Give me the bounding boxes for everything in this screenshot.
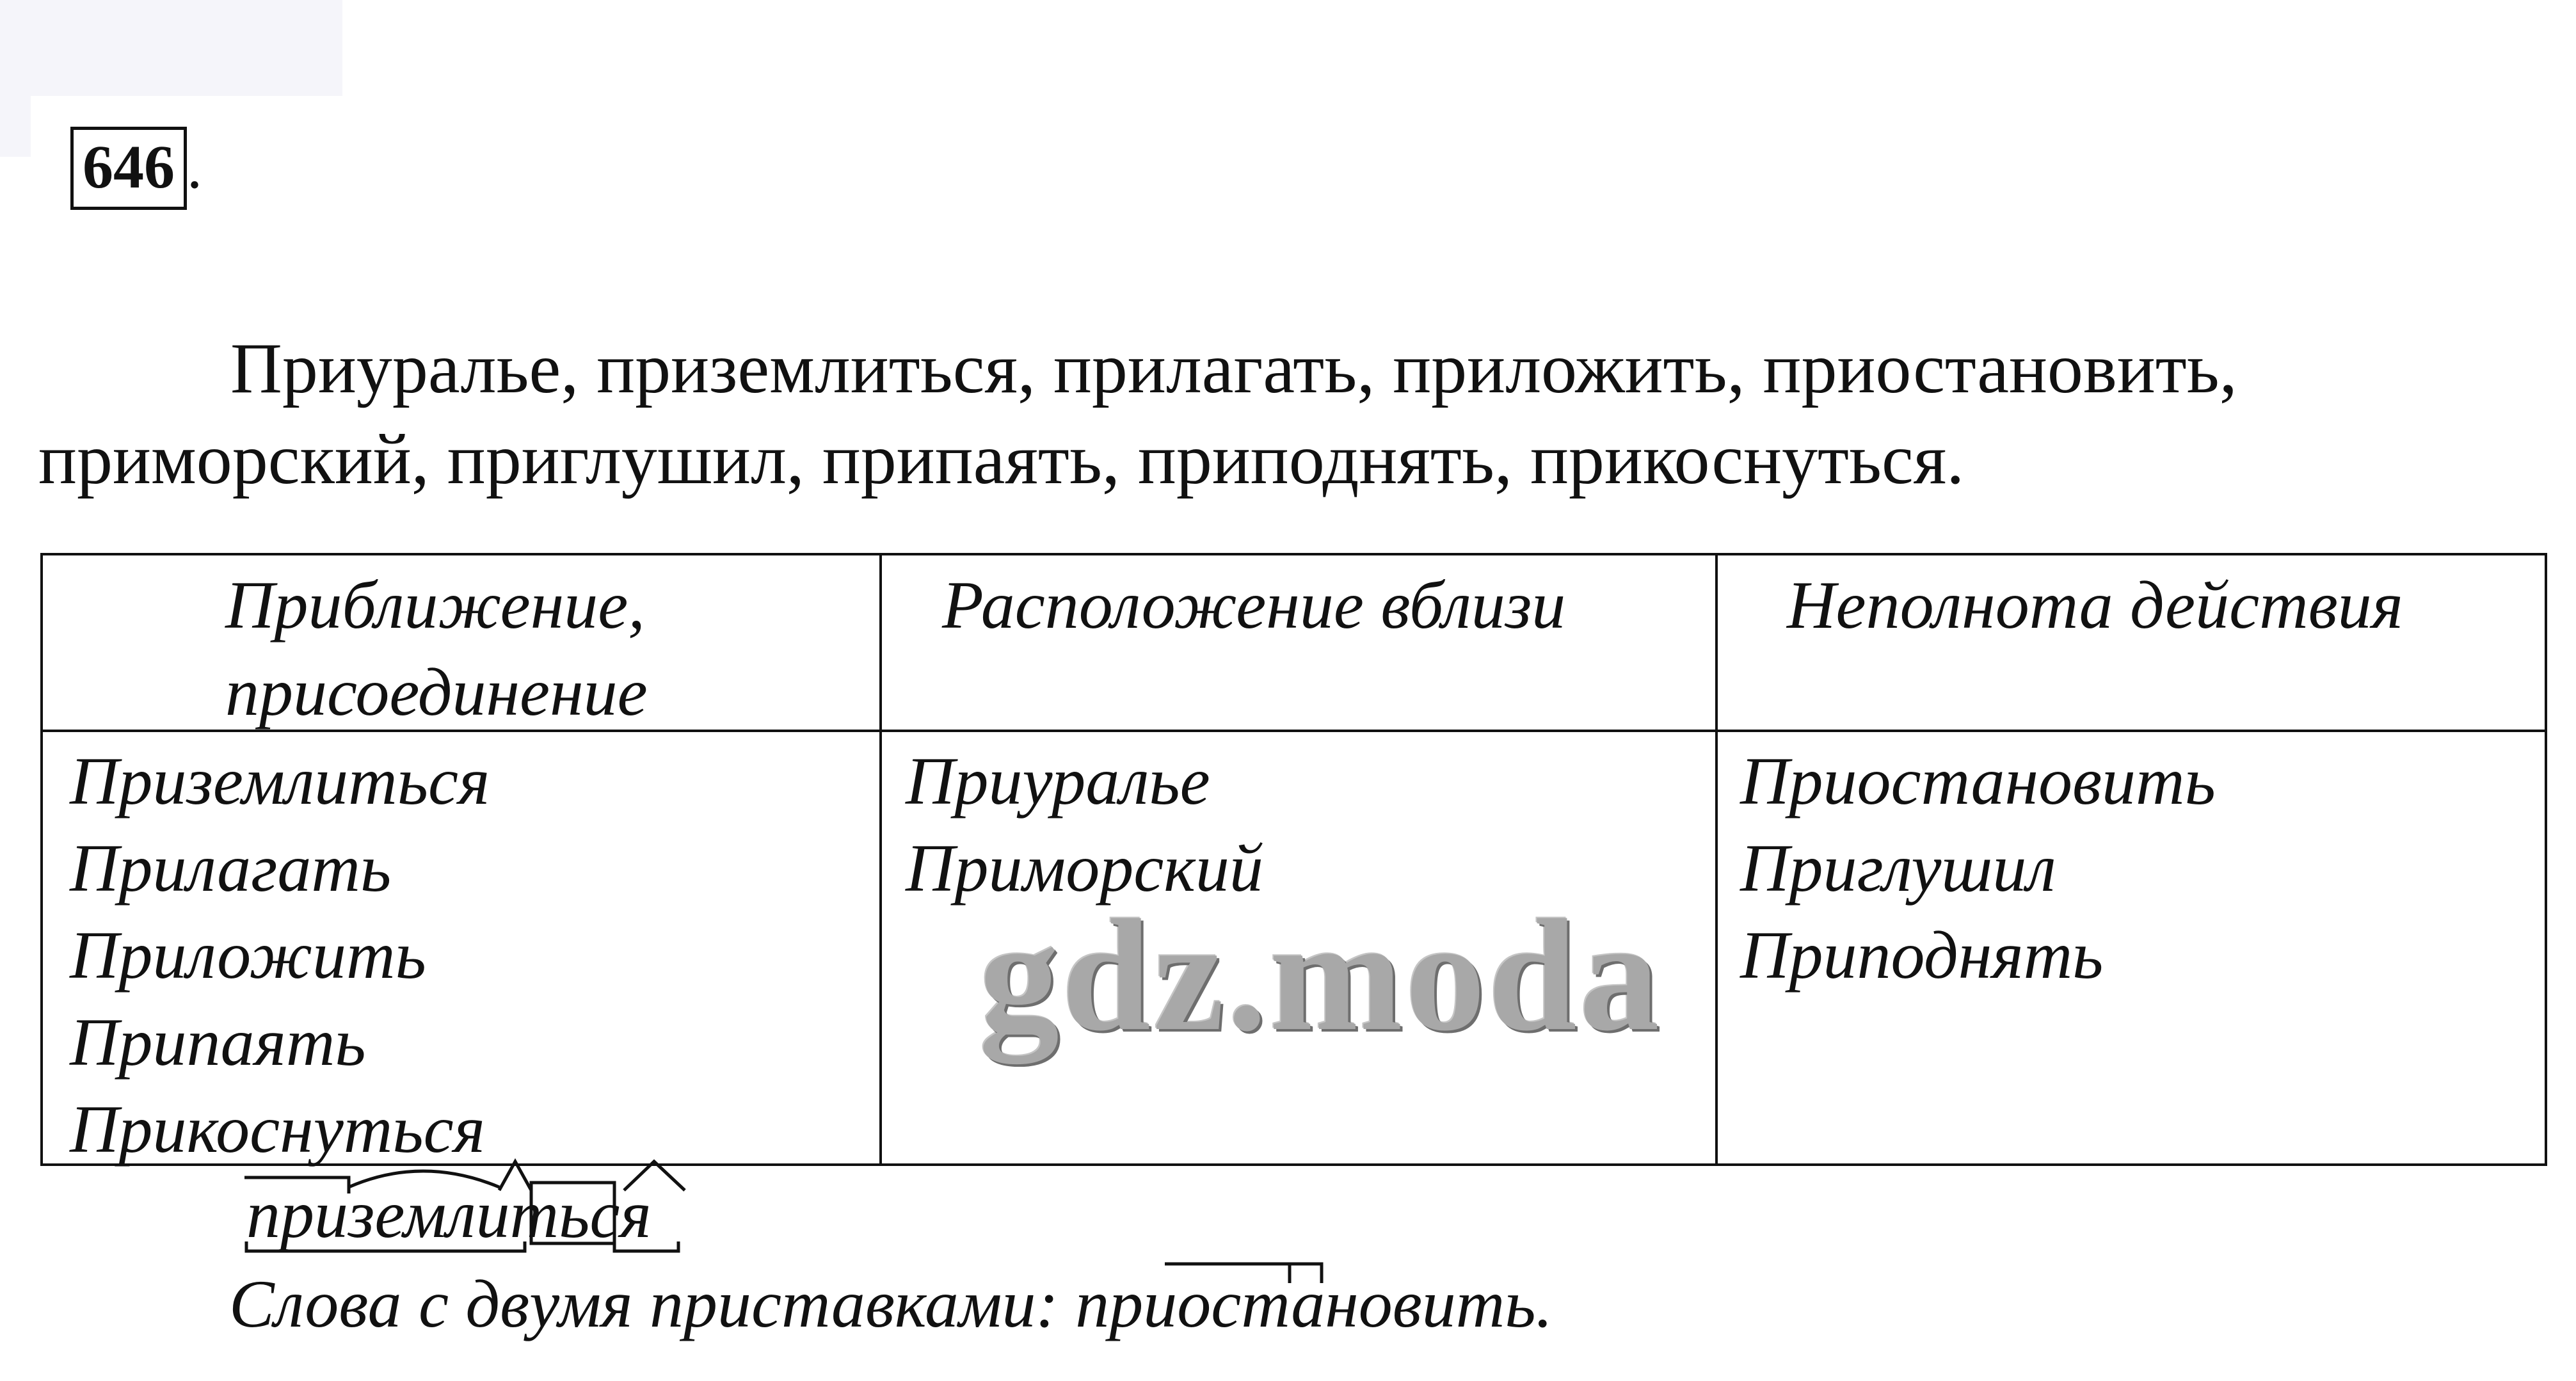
classification-table bbox=[40, 553, 2547, 1166]
column-header-incompleteness bbox=[1787, 562, 2403, 649]
list-item: Приуралье bbox=[906, 744, 1210, 818]
list-item: Припаять bbox=[70, 1005, 366, 1080]
exercise-text: Приуралье, приземлиться, прилагать, приложить, приостановить, приморский, приглушил, припаять, приподнять, прикоснуться. bbox=[38, 329, 2237, 499]
task-number-box: 646 bbox=[70, 127, 187, 210]
list-item: Приглушил bbox=[1740, 831, 2056, 906]
list-item: Приостановить bbox=[1740, 744, 2216, 818]
task-number bbox=[70, 127, 202, 210]
conclusion-text: Слова с двумя приставками: приостановить. bbox=[229, 1266, 1553, 1341]
header-line: Расположение вблизи bbox=[942, 568, 1566, 643]
morpheme-word: приземлиться bbox=[246, 1177, 652, 1252]
task-number-dot: . bbox=[187, 132, 202, 201]
watermark-logo: gdz.moda bbox=[979, 887, 1662, 1064]
list-item: Приземлиться bbox=[70, 744, 490, 818]
header-line: Неполнота действия bbox=[1787, 568, 2403, 643]
column-divider bbox=[879, 555, 882, 1163]
prefix-mark bbox=[1290, 1264, 1322, 1283]
column-items-incompleteness bbox=[1740, 738, 2216, 999]
column-items-approach bbox=[70, 738, 490, 1173]
column-divider bbox=[1715, 555, 1718, 1163]
column-header-location bbox=[942, 562, 1565, 649]
list-item: Прикоснуться bbox=[70, 1092, 485, 1167]
list-item: Приподнять bbox=[1740, 918, 2104, 993]
double-prefix-marks bbox=[1165, 1257, 1331, 1296]
prefix-mark bbox=[1165, 1264, 1290, 1283]
header-line: присоединение bbox=[225, 655, 648, 730]
list-item: Приложить bbox=[70, 918, 426, 993]
list-item: Прилагать bbox=[70, 831, 392, 906]
corner-shade bbox=[0, 96, 31, 157]
column-items-location bbox=[906, 738, 1263, 912]
list-item: Приморский bbox=[906, 831, 1263, 906]
header-line: Приближение, bbox=[225, 568, 645, 643]
column-header-approach bbox=[225, 562, 648, 736]
corner-shade bbox=[0, 0, 342, 96]
